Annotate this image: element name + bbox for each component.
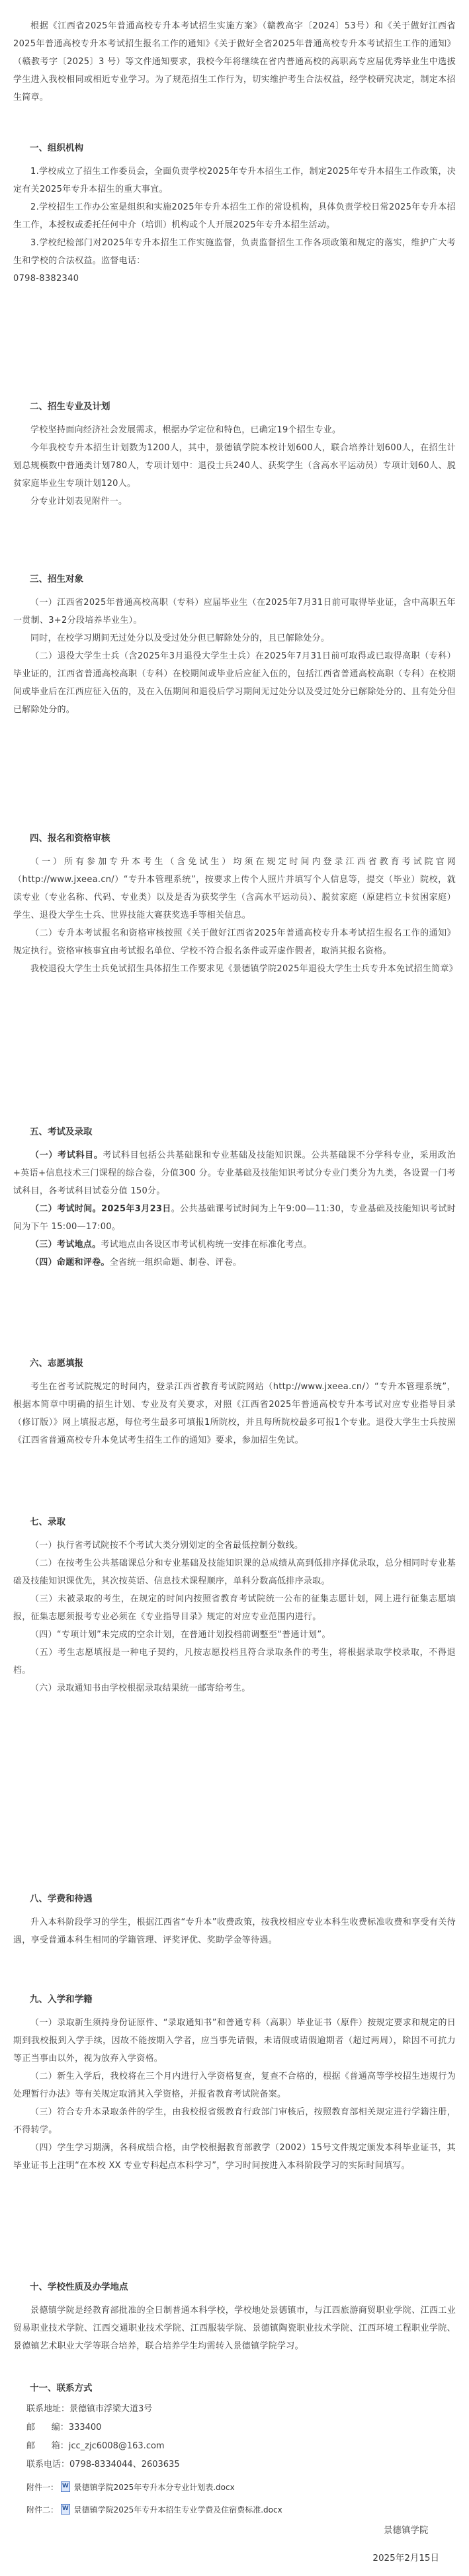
contact-address-label: 联系地址： <box>26 2404 70 2414</box>
s7-paragraph-2: （二）在按考生公共基础课总分和专业基础及技能知识课的总成绩从高到低排序择优录取，总分相同时专业基础及技能知识课优先，其次按英语、信息技术课程顺序，单科分数高低排序录取。 <box>13 1558 456 1586</box>
contact-address <box>26 2400 180 2419</box>
attachment-1-prefix: 附件一： <box>26 2483 59 2492</box>
attachment-1[interactable] <box>26 2481 235 2494</box>
section-4-body <box>13 853 456 978</box>
signature-date: 2025年2月15日 <box>372 2553 439 2563</box>
s5-paragraph-4 <box>13 1254 456 1271</box>
s5-p1-head: （一）考试科目。 <box>30 1150 103 1160</box>
s10-paragraph-1: 景德镇学院是经教育部批准的全日制普通本科学校，学校地处景德镇市，与江西旅游商贸职业学院、江西工业贸易职业技术学院、江西交通职业技术学院、江西服装学院、景德镇陶瓷职业技术学院、江西环境工程职业学院、景德镇艺术职业大学等联合培养，联合培养学生均需转入景德镇学院学习。 <box>13 2306 456 2351</box>
s5-p4-body: 全省统一组织命题、制卷、评卷。 <box>109 1258 242 1268</box>
word-file-icon <box>61 2481 70 2492</box>
s7-paragraph-3: （三）未被录取的考生，在规定的时间内按照省教育考试院统一公布的征集志愿计划，网上进行征集志愿填报，征集志愿须报考专业必须在《专业指导目录》规定的对应专业范围内进行。 <box>13 1594 456 1622</box>
section-5-body <box>13 1147 456 1271</box>
section-10-title: 十、学校性质及办学地点 <box>30 2282 128 2292</box>
s5-p3-head: （三）考试地点。 <box>30 1240 101 1250</box>
s7-paragraph-5: （五）考生志愿填报是一种电子契约，凡按志愿投档且符合录取条件的考生，将根据录取学校录取，不得退档。 <box>13 1648 456 1675</box>
s1-paragraph-1: 1.学校成立了招生工作委员会，全面负责学校2025年专升本招生工作，制定2025年专升本招生工作政策，决定有关2025年专升本招生的重大事宜。 <box>13 167 456 194</box>
s2-paragraph-1: 学校坚持面向经济社会发展需求，根据办学定位和特色，已确定19个招生专业。 <box>30 425 341 435</box>
contact-email-value: jcc_zjc6008@163.com <box>68 2441 165 2451</box>
s5-paragraph-2 <box>13 1200 456 1236</box>
section-8-body <box>13 1913 456 1949</box>
section-5-title: 五、考试及录取 <box>30 1127 93 1137</box>
s9-paragraph-2: （二）新生入学后，我校将在三个月内进行入学资格复查，复查不合格的，根据《普通高等学校招生违规行为处理暂行办法》等有关规定取消其入学资格，并报省教育考试院备案。 <box>13 2072 456 2099</box>
word-file-icon <box>61 2504 70 2515</box>
section-9-title: 九、入学和学籍 <box>30 1994 93 2005</box>
s5-p2-head: （二）考试时间。 <box>30 1204 101 1214</box>
s3-paragraph-1: （一）江西省2025年普通高校高职（专科）应届毕业生（在2025年7月31日前可取得毕业证，含中高职五年一贯制、3+2分段培养毕业生）。 <box>13 598 456 625</box>
s4-paragraph-1: （一）所有参加专升本考生（含免试生）均须在规定时间内登录江西省教育考试院官网（http://www.jxeea.cn/）“专升本管理系统”，按要求上传个人照片并填写个人信息等，提交（毕业）院校，就读专业（专业名称、代码、专业类）以及是否为获奖学生（含高水平运动员）、脱贫家庭（原建档立卡贫困家庭）学生、退役大学生士兵、世界技能大赛获奖选手等相关信息。 <box>13 857 456 920</box>
s8-paragraph-1: 升入本科阶段学习的学生，根据江西省“专升本”收费政策，按我校相应专业本科生收费标准收费和享受有关待遇，享受普通本科生相同的学籍管理、评奖评优、奖助学金等待遇。 <box>13 1917 456 1945</box>
s1-paragraph-3: 3.学校纪检部门对2025年专升本招生工作实施监督，负责监督招生工作各项政策和规定的落实，维护广大考生和学校的合法权益。监督电话： <box>13 238 456 266</box>
contact-postcode <box>26 2419 180 2437</box>
section-6-title: 六、志愿填报 <box>30 1358 83 1369</box>
s2-paragraph-2: 今年我校专升本招生计划数为1200人，其中，景德镇学院本校计划600人，联合培养计划600人，在招生计划总规模数中普通类计划780人，专项计划中：退役士兵240人、获奖学生（含高水平运动员）专项计划60人、脱贫家庭毕业生专项计划120人。 <box>13 443 456 489</box>
contact-phone-label: 联系电话： <box>26 2460 70 2470</box>
attachment-1-link[interactable]: 景德镇学院2025年专升本分专业计划表.docx <box>73 2483 235 2492</box>
section-7-body <box>13 1537 456 1697</box>
section-2-title: 二、招生专业及计划 <box>30 401 110 412</box>
s3-paragraph-3: （二）退役大学生士兵（含2025年3月退役大学生士兵）在2025年7月31日前可取得或已取得高职（专科）毕业证的，江西省普通高校高职（专科）在校期间或毕业后应征入伍的，包括江西省普通高校高职（专科）在校期间或毕业后在江西应征入伍的，及在入伍期间和退役后学习期间无过处分以及受过处分已解除处分的、且有处分但已解除处分的。 <box>13 651 456 715</box>
s1-paragraph-2: 2.学校招生工作办公室是组织和实施2025年专升本招生工作的常设机构，具体负责学校日常2025年专升本招生工作，本授权或委托任何中介（培训）机构或个人开展2025年专升本招生活动。 <box>13 202 456 230</box>
intro-section <box>13 17 456 106</box>
section-6-body <box>13 1378 456 1449</box>
contact-email <box>26 2437 180 2456</box>
attachment-2-prefix: 附件二： <box>26 2505 59 2515</box>
section-1-title: 一、组织机构 <box>30 143 83 153</box>
signature-org: 景德镇学院 <box>383 2525 429 2536</box>
attachment-2[interactable] <box>26 2503 282 2516</box>
contact-address-value: 景德镇市浮梁大道3号 <box>69 2404 153 2414</box>
section-8-title: 八、学费和待遇 <box>30 1894 93 1904</box>
intro-paragraph: 根据《江西省2025年普通高校专升本考试招生实施方案》（赣教高字〔2024〕53号）和《关于做好江西省2025年普通高校专升本考试招生报名工作的通知》《关于做好全省2025年普通高校专升本考试招生工作的通知》（赣教考字〔2025〕3 号）等文件通知要求，我校今年将继续在省内普通高校的高职高专应届优秀毕业生中选拔学生进入我校相同或相近专业学习。为了规范招生工作行为，切实维护考生合法权益，经学校研究决定，制定本招生简章。 <box>13 21 456 102</box>
section-7-title: 七、录取 <box>30 1517 65 1527</box>
s5-paragraph-3 <box>13 1236 456 1254</box>
section-11-title: 十一、联系方式 <box>30 2383 93 2394</box>
section-4-title: 四、报名和资格审核 <box>30 833 110 844</box>
section-1-body <box>13 163 456 288</box>
contact-postcode-label: 邮 编： <box>26 2423 69 2433</box>
section-9-body <box>13 2014 456 2175</box>
contact-block <box>26 2400 180 2474</box>
s9-paragraph-4: （四）学生学习期满，各科成绩合格，由学校根据教育部教学（2002）15号文件规定颁发本科毕业证书，其毕业证书上注明“在本校 XX 专业专科起点本科学习”，学习时间按进入本科阶段学习的实际时间填写。 <box>13 2143 456 2171</box>
s5-paragraph-1 <box>13 1147 456 1200</box>
s4-paragraph-2: （二）专升本考试报名和资格审核按照《关于做好江西省2025年普通高校专升本考试招生报名工作的通知》规定执行。资格审核事宜由考试报名单位、学校不符合报名条件或弄虚作假者，取消其报名资格。 <box>13 928 456 956</box>
s5-p3-body: 考试地点由各设区市考试机构统一安排在标准化考点。 <box>101 1240 312 1250</box>
s5-p1-body: 考试科目包括公共基础课和专业基础及技能知识课。公共基础课不分学科专业，采用政治+英语+信息技术三门课程的综合卷，分值300 分。专业基础及技能知识考试分专业门类分为九类，各设置一门考试科目，各考试科目试卷分值 150分。 <box>13 1150 456 1196</box>
contact-phone <box>26 2456 180 2474</box>
section-3-title: 三、招生对象 <box>30 574 83 584</box>
contact-phone-value: 0798-8334044、2603635 <box>69 2460 180 2470</box>
s3-paragraph-2: 同时，在校学习期间无过处分以及受过处分但已解除处分的，且已解除处分。 <box>30 633 330 643</box>
signature-block <box>372 2516 439 2572</box>
s2-paragraph-3: 分专业计划表见附件一。 <box>30 497 128 506</box>
s5-p4-head: （四）命题和评卷。 <box>30 1258 110 1268</box>
attachment-2-link[interactable]: 景德镇学院2025年专升本招生专业学费及住宿费标准.docx <box>73 2505 282 2515</box>
contact-email-label: 邮 箱： <box>26 2441 69 2451</box>
s5-p2-date: 2025年3月23日 <box>101 1204 171 1214</box>
s9-paragraph-3: （三）符合专升本录取条件的学生，由我校报省级教育行政部门审核后，按照教育部相关规定进行学籍注册，不得转学。 <box>13 2107 456 2135</box>
contact-postcode-value: 333400 <box>68 2423 102 2433</box>
section-2-body <box>13 421 456 510</box>
section-3-body <box>13 594 456 719</box>
s9-paragraph-1: （一）录取新生须持身份证原件、“录取通知书”和普通专科（高职）毕业证书（原件）按规定要求和规定的日期到我校报到入学手续，因故不能按期入学者，应当事先请假，未请假或请假逾期者（超过两周），除因不可抗力等正当事由以外，视为放弃入学资格。 <box>13 2018 456 2064</box>
section-10-body <box>13 2302 456 2355</box>
s7-paragraph-1: （一）执行省考试院按不个考试大类分别划定的全省最低控制分数线。 <box>30 1541 304 1550</box>
s6-paragraph-1: 考生在省考试院规定的时间内，登录江西省教育考试院网站（http://www.jxeea.cn/）“专升本管理系统”，根据本简章中明确的招生计划、专业及有关要求，对照《江西省2025年普通高校专升本考试对应专业指导目录（修订版）》网上填报志愿，每位考生最多可填报1所院校，并且每所院校最多可报1个专业。退役大学生士兵按照《江西省普通高校专升本免试考生招生工作的通知》要求，参加招生免试。 <box>13 1382 456 1445</box>
s5-p2-body: 。公共基础课考试时间为上午9:00—11:30，专业基础及技能知识考试时间为下午 15:00—17:00。 <box>13 1204 456 1232</box>
s4-paragraph-3: 我校退役大学生士兵免试招生具体招生工作要求见《景德镇学院2025年退役大学生士兵专升本免试招生简章》 <box>30 964 458 974</box>
s1-phone: 0798-8382340 <box>13 274 79 284</box>
s7-paragraph-6: （六）录取通知书由学校根据录取结果统一邮寄给考生。 <box>30 1683 251 1693</box>
s7-paragraph-4: （四）“专项计划”未完成的空余计划，在普通计划投档前调整至“普通计划”。 <box>30 1630 331 1640</box>
